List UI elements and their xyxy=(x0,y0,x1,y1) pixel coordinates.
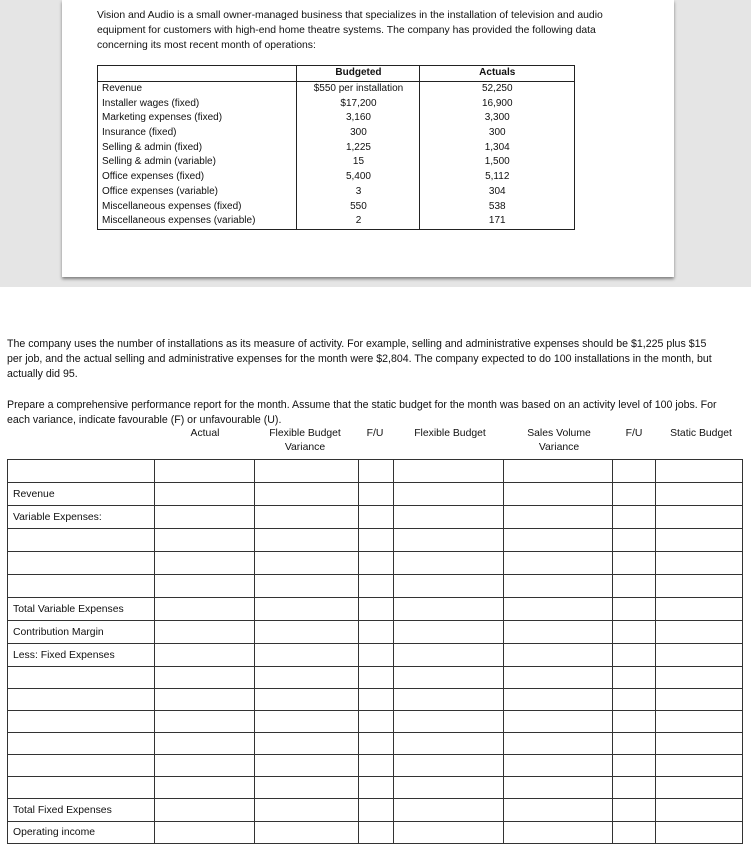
report-cell-actual xyxy=(154,799,254,822)
report-cell-static-budget xyxy=(656,755,743,777)
report-cell-fu1 xyxy=(358,506,394,529)
report-cell-sales-variance xyxy=(504,689,613,711)
report-cell-flex-budget xyxy=(394,777,504,799)
report-cell-fu1 xyxy=(358,460,394,483)
report-cell-static-budget xyxy=(656,822,743,844)
report-cell-fu2 xyxy=(613,552,656,575)
report-cell-fu2 xyxy=(613,822,656,844)
report-row-label: Less: Fixed Expenses xyxy=(8,644,155,667)
budget-row xyxy=(98,140,575,155)
report-cell-flex-budget xyxy=(394,552,504,575)
budget-row-label: Miscellaneous expenses (variable) xyxy=(98,214,297,229)
report-cell-flex-variance xyxy=(254,575,358,598)
report-row-label xyxy=(8,552,155,575)
report-row-label xyxy=(8,460,155,483)
report-row xyxy=(8,483,743,506)
report-cell-actual xyxy=(154,460,254,483)
report-cell-fu1 xyxy=(358,644,394,667)
report-cell-sales-variance xyxy=(504,506,613,529)
report-row xyxy=(8,711,743,733)
report-cell-sales-variance xyxy=(504,777,613,799)
report-cell-actual xyxy=(154,621,254,644)
budget-row xyxy=(98,214,575,229)
budget-row-budgeted: $17,200 xyxy=(297,96,420,111)
report-row xyxy=(8,621,743,644)
report-cell-flex-budget xyxy=(394,529,504,552)
budget-row-budgeted: 15 xyxy=(297,155,420,170)
report-cell-actual xyxy=(154,755,254,777)
budget-row-label: Selling & admin (variable) xyxy=(98,155,297,170)
report-cell-actual xyxy=(154,711,254,733)
header-flexible-budget-variance xyxy=(260,427,350,455)
report-row xyxy=(8,575,743,598)
header-sales-volume-variance-line2: Variance xyxy=(538,442,580,453)
report-cell-static-budget xyxy=(656,575,743,598)
report-cell-static-budget xyxy=(656,667,743,689)
report-cell-flex-budget xyxy=(394,575,504,598)
report-cell-flex-variance xyxy=(254,460,358,483)
report-cell-sales-variance xyxy=(504,529,613,552)
report-cell-sales-variance xyxy=(504,799,613,822)
header-flexible-budget-variance-line1: Flexible Budget xyxy=(269,428,341,439)
report-cell-flex-budget xyxy=(394,733,504,755)
budget-row-actuals: 3,300 xyxy=(420,111,575,126)
report-cell-flex-variance xyxy=(254,506,358,529)
report-cell-fu2 xyxy=(613,733,656,755)
report-cell-fu2 xyxy=(613,598,656,621)
report-row xyxy=(8,460,743,483)
report-cell-flex-budget xyxy=(394,799,504,822)
budget-row-actuals: 1,500 xyxy=(420,155,575,170)
budget-row-actuals: 5,112 xyxy=(420,170,575,185)
report-column-headers xyxy=(0,427,751,459)
report-row xyxy=(8,822,743,844)
report-cell-actual xyxy=(154,733,254,755)
header-flexible-budget-variance-line2: Variance xyxy=(284,442,326,453)
budget-row xyxy=(98,96,575,111)
report-cell-fu2 xyxy=(613,667,656,689)
report-cell-fu2 xyxy=(613,644,656,667)
budget-row-label: Marketing expenses (fixed) xyxy=(98,111,297,126)
header-sales-volume-variance xyxy=(512,427,606,455)
report-row-label: Revenue xyxy=(8,483,155,506)
report-cell-fu1 xyxy=(358,621,394,644)
report-row xyxy=(8,667,743,689)
report-row xyxy=(8,733,743,755)
report-cell-actual xyxy=(154,552,254,575)
report-cell-static-budget xyxy=(656,689,743,711)
budget-row xyxy=(98,199,575,214)
intro-text: Vision and Audio is a small owner-managed business that specializes in the installation of television and audio equipment for customers with high-end home theatre systems. The company has provided the following data concerning its most recent month of operations: xyxy=(97,10,603,51)
report-row-label xyxy=(8,575,155,598)
report-cell-fu1 xyxy=(358,689,394,711)
report-cell-fu2 xyxy=(613,529,656,552)
report-cell-static-budget xyxy=(656,460,743,483)
report-cell-flex-budget xyxy=(394,667,504,689)
report-cell-flex-variance xyxy=(254,799,358,822)
report-cell-static-budget xyxy=(656,621,743,644)
report-cell-fu2 xyxy=(613,755,656,777)
report-cell-actual xyxy=(154,689,254,711)
budget-row xyxy=(98,81,575,96)
report-cell-static-budget xyxy=(656,777,743,799)
report-row xyxy=(8,689,743,711)
report-cell-flex-budget xyxy=(394,822,504,844)
report-cell-fu1 xyxy=(358,575,394,598)
report-cell-fu1 xyxy=(358,733,394,755)
report-cell-actual xyxy=(154,529,254,552)
report-cell-flex-budget xyxy=(394,689,504,711)
report-cell-flex-variance xyxy=(254,733,358,755)
report-cell-actual xyxy=(154,777,254,799)
report-cell-fu1 xyxy=(358,598,394,621)
budget-row-budgeted: 3,160 xyxy=(297,111,420,126)
report-cell-sales-variance xyxy=(504,667,613,689)
report-cell-fu2 xyxy=(613,799,656,822)
report-cell-flex-variance xyxy=(254,822,358,844)
report-cell-static-budget xyxy=(656,529,743,552)
budget-row-label: Selling & admin (fixed) xyxy=(98,140,297,155)
report-row-label xyxy=(8,755,155,777)
report-row-label xyxy=(8,711,155,733)
report-cell-flex-budget xyxy=(394,460,504,483)
budget-table xyxy=(97,65,575,230)
report-row xyxy=(8,644,743,667)
budget-header-label xyxy=(98,66,297,82)
report-cell-sales-variance xyxy=(504,483,613,506)
activity-paragraph: The company uses the number of installations as its measure of activity. For example, selling and administrative expenses should be $1,225 plus $15 per job, and the actual selling and administrative expenses for the month were $2,804. The company expected to do 100 installations in the month, but actually did 95. xyxy=(7,338,712,380)
budget-row-actuals: 304 xyxy=(420,185,575,200)
report-cell-sales-variance xyxy=(504,755,613,777)
report-row-label: Operating income xyxy=(8,822,155,844)
report-cell-fu1 xyxy=(358,822,394,844)
report-cell-flex-variance xyxy=(254,667,358,689)
report-cell-static-budget xyxy=(656,506,743,529)
report-cell-static-budget xyxy=(656,552,743,575)
report-cell-flex-variance xyxy=(254,483,358,506)
header-fu-1: F/U xyxy=(366,428,384,439)
budget-row xyxy=(98,111,575,126)
budget-row-budgeted: 3 xyxy=(297,185,420,200)
header-actual: Actual xyxy=(190,428,220,439)
header-static-budget: Static Budget xyxy=(670,428,732,439)
report-cell-fu2 xyxy=(613,506,656,529)
report-row xyxy=(8,506,743,529)
report-cell-flex-budget xyxy=(394,483,504,506)
budget-row-actuals: 1,304 xyxy=(420,140,575,155)
report-cell-flex-budget xyxy=(394,755,504,777)
report-cell-fu1 xyxy=(358,529,394,552)
report-cell-fu1 xyxy=(358,711,394,733)
budget-row-label: Installer wages (fixed) xyxy=(98,96,297,111)
report-cell-fu2 xyxy=(613,621,656,644)
performance-report-table xyxy=(7,459,743,844)
report-cell-flex-budget xyxy=(394,711,504,733)
report-cell-fu1 xyxy=(358,483,394,506)
report-cell-fu2 xyxy=(613,460,656,483)
report-cell-fu1 xyxy=(358,799,394,822)
report-cell-static-budget xyxy=(656,644,743,667)
report-cell-flex-budget xyxy=(394,644,504,667)
report-cell-fu1 xyxy=(358,755,394,777)
header-sales-volume-variance-line1: Sales Volume xyxy=(527,428,591,439)
report-row-label xyxy=(8,733,155,755)
report-cell-actual xyxy=(154,506,254,529)
budget-row-actuals: 538 xyxy=(420,199,575,214)
report-cell-flex-variance xyxy=(254,755,358,777)
budget-row-budgeted: 1,225 xyxy=(297,140,420,155)
header-fu-2: F/U xyxy=(625,428,643,439)
report-cell-flex-variance xyxy=(254,689,358,711)
report-cell-flex-variance xyxy=(254,621,358,644)
report-row xyxy=(8,755,743,777)
report-cell-sales-variance xyxy=(504,575,613,598)
report-row xyxy=(8,777,743,799)
report-row xyxy=(8,598,743,621)
budget-row-label: Miscellaneous expenses (fixed) xyxy=(98,199,297,214)
budget-row xyxy=(98,155,575,170)
report-row-label: Total Variable Expenses xyxy=(8,598,155,621)
report-cell-fu1 xyxy=(358,777,394,799)
report-cell-sales-variance xyxy=(504,552,613,575)
budget-row-actuals: 300 xyxy=(420,126,575,141)
report-cell-flex-variance xyxy=(254,777,358,799)
budget-row xyxy=(98,170,575,185)
budget-row xyxy=(98,126,575,141)
report-cell-sales-variance xyxy=(504,598,613,621)
budget-row-budgeted: $550 per installation xyxy=(297,81,420,96)
report-cell-fu2 xyxy=(613,711,656,733)
budget-row-budgeted: 550 xyxy=(297,199,420,214)
report-row-label: Variable Expenses: xyxy=(8,506,155,529)
budget-row-actuals: 171 xyxy=(420,214,575,229)
report-cell-fu1 xyxy=(358,667,394,689)
report-cell-flex-variance xyxy=(254,529,358,552)
report-cell-flex-variance xyxy=(254,711,358,733)
budget-row-budgeted: 5,400 xyxy=(297,170,420,185)
report-cell-fu1 xyxy=(358,552,394,575)
header-flexible-budget: Flexible Budget xyxy=(414,428,486,439)
report-cell-actual xyxy=(154,822,254,844)
report-cell-actual xyxy=(154,575,254,598)
budget-row-label: Office expenses (fixed) xyxy=(98,170,297,185)
budget-row xyxy=(98,185,575,200)
report-cell-sales-variance xyxy=(504,733,613,755)
report-cell-static-budget xyxy=(656,799,743,822)
budget-row-actuals: 16,900 xyxy=(420,96,575,111)
report-cell-sales-variance xyxy=(504,644,613,667)
budget-header-row xyxy=(98,66,575,82)
report-row-label: Total Fixed Expenses xyxy=(8,799,155,822)
report-cell-flex-variance xyxy=(254,644,358,667)
report-cell-fu2 xyxy=(613,777,656,799)
budget-row-label: Revenue xyxy=(98,81,297,96)
report-row-label: Contribution Margin xyxy=(8,621,155,644)
report-cell-flex-budget xyxy=(394,598,504,621)
report-row-label xyxy=(8,667,155,689)
report-row-label xyxy=(8,689,155,711)
report-cell-sales-variance xyxy=(504,711,613,733)
report-cell-flex-budget xyxy=(394,506,504,529)
report-cell-flex-budget xyxy=(394,621,504,644)
budget-header-actuals: Actuals xyxy=(420,66,575,82)
report-cell-sales-variance xyxy=(504,460,613,483)
budget-row-budgeted: 2 xyxy=(297,214,420,229)
report-row-label xyxy=(8,777,155,799)
report-cell-flex-variance xyxy=(254,552,358,575)
budget-row-label: Office expenses (variable) xyxy=(98,185,297,200)
report-cell-static-budget xyxy=(656,483,743,506)
report-cell-static-budget xyxy=(656,598,743,621)
report-row xyxy=(8,552,743,575)
report-cell-actual xyxy=(154,644,254,667)
report-cell-fu2 xyxy=(613,689,656,711)
report-row-label xyxy=(8,529,155,552)
report-cell-actual xyxy=(154,598,254,621)
document-page-top xyxy=(62,0,674,277)
report-cell-sales-variance xyxy=(504,822,613,844)
report-cell-actual xyxy=(154,483,254,506)
budget-row-budgeted: 300 xyxy=(297,126,420,141)
budget-header-budgeted: Budgeted xyxy=(297,66,420,82)
report-cell-static-budget xyxy=(656,733,743,755)
instructions-paragraph: Prepare a comprehensive performance report for the month. Assume that the static budget for the month was based on an activity level of 100 jobs. For each variance, indicate favourable (F) or unfavourable (U). xyxy=(7,399,717,426)
report-cell-sales-variance xyxy=(504,621,613,644)
report-cell-static-budget xyxy=(656,711,743,733)
report-cell-flex-variance xyxy=(254,598,358,621)
budget-row-actuals: 52,250 xyxy=(420,81,575,96)
budget-row-label: Insurance (fixed) xyxy=(98,126,297,141)
report-row xyxy=(8,529,743,552)
report-cell-actual xyxy=(154,667,254,689)
report-row xyxy=(8,799,743,822)
report-cell-fu2 xyxy=(613,575,656,598)
report-cell-fu2 xyxy=(613,483,656,506)
